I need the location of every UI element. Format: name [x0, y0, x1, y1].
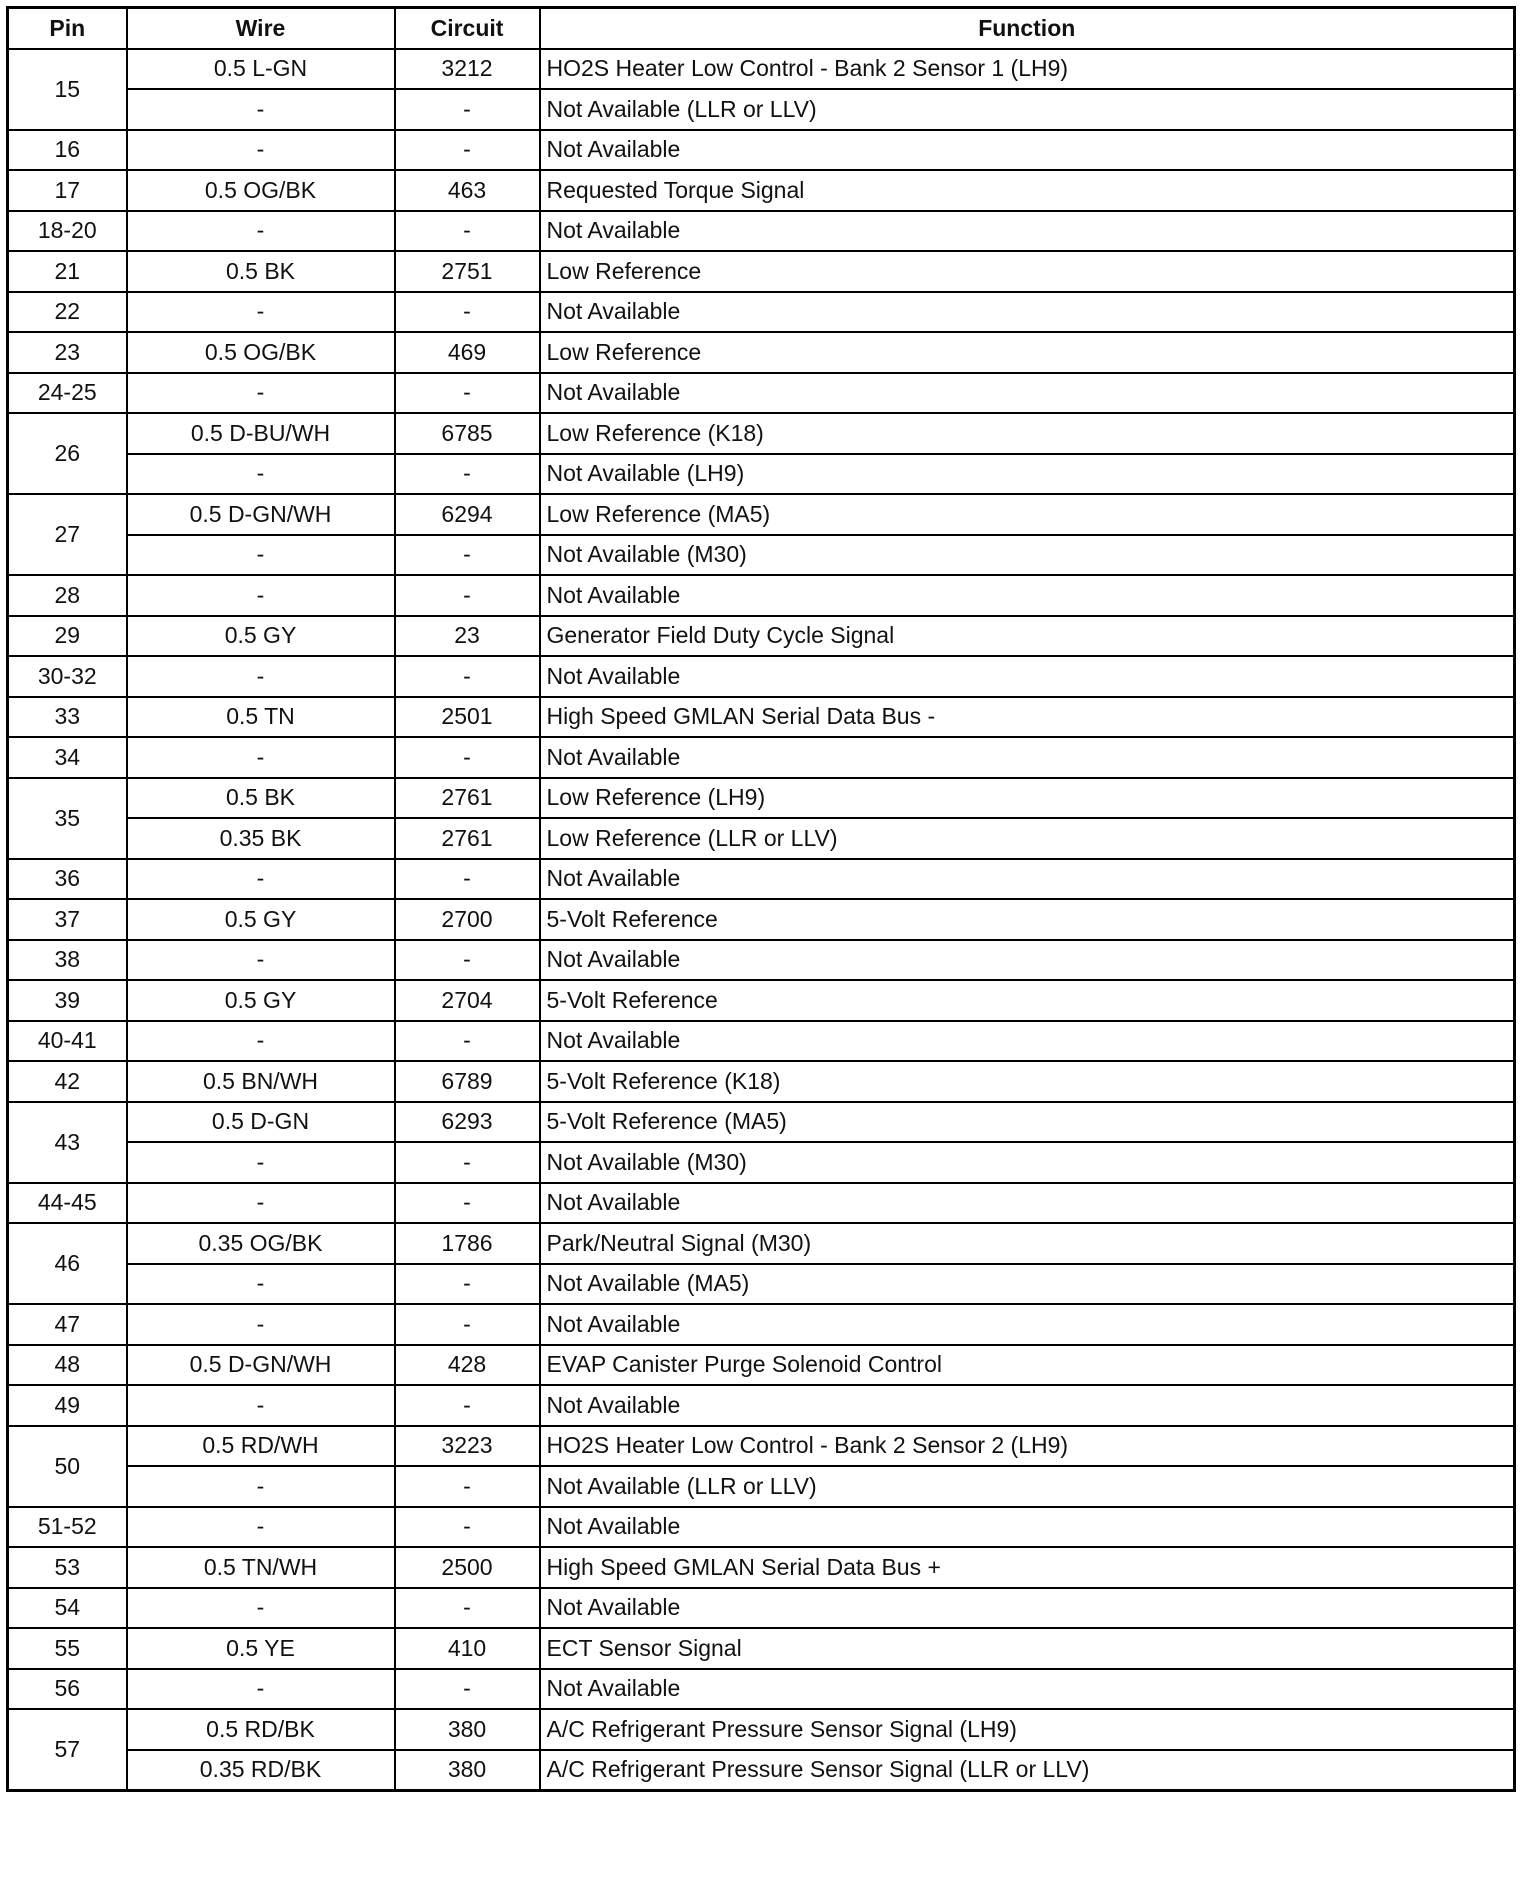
wire-cell: 0.5 OG/BK — [127, 170, 395, 211]
function-cell: Not Available — [540, 1669, 1515, 1710]
table-row — [8, 251, 1515, 292]
function-cell: Not Available — [540, 1507, 1515, 1548]
function-cell: Low Reference (MA5) — [540, 494, 1515, 535]
table-row — [8, 1061, 1515, 1102]
function-cell: Low Reference (LH9) — [540, 778, 1515, 819]
function-cell: Not Available — [540, 656, 1515, 697]
circuit-cell: - — [395, 859, 540, 900]
circuit-cell: 2501 — [395, 697, 540, 738]
pin-cell: 53 — [8, 1547, 127, 1588]
table-row — [8, 859, 1515, 900]
circuit-cell: - — [395, 1507, 540, 1548]
wire-cell: 0.5 D-BU/WH — [127, 413, 395, 454]
wire-cell: - — [127, 1264, 395, 1305]
wire-cell: - — [127, 292, 395, 333]
circuit-cell: 2761 — [395, 778, 540, 819]
circuit-cell: 6293 — [395, 1102, 540, 1143]
function-cell: Not Available (MA5) — [540, 1264, 1515, 1305]
function-cell: A/C Refrigerant Pressure Sensor Signal (LH9) — [540, 1709, 1515, 1750]
table-row — [8, 1628, 1515, 1669]
function-cell: Low Reference — [540, 251, 1515, 292]
function-cell: ECT Sensor Signal — [540, 1628, 1515, 1669]
wire-cell: - — [127, 373, 395, 414]
function-cell: Park/Neutral Signal (M30) — [540, 1223, 1515, 1264]
table-row — [8, 1385, 1515, 1426]
wire-cell: 0.5 D-GN/WH — [127, 494, 395, 535]
pin-cell: 37 — [8, 899, 127, 940]
wire-cell: - — [127, 89, 395, 130]
circuit-cell: - — [395, 1466, 540, 1507]
wire-cell: - — [127, 1304, 395, 1345]
pin-cell: 43 — [8, 1102, 127, 1183]
pin-cell: 55 — [8, 1628, 127, 1669]
function-cell: Generator Field Duty Cycle Signal — [540, 616, 1515, 657]
circuit-cell: - — [395, 1183, 540, 1224]
circuit-cell: 380 — [395, 1709, 540, 1750]
pin-cell: 24-25 — [8, 373, 127, 414]
function-cell: Low Reference — [540, 332, 1515, 373]
wire-cell: - — [127, 859, 395, 900]
pin-cell: 47 — [8, 1304, 127, 1345]
table-row — [8, 89, 1515, 130]
wire-cell: 0.5 YE — [127, 1628, 395, 1669]
function-cell: Not Available — [540, 130, 1515, 171]
table-row — [8, 737, 1515, 778]
function-cell: Not Available (M30) — [540, 535, 1515, 576]
wire-cell: - — [127, 1021, 395, 1062]
wire-cell: - — [127, 1142, 395, 1183]
circuit-cell: - — [395, 373, 540, 414]
header-row — [8, 8, 1515, 49]
pin-cell: 42 — [8, 1061, 127, 1102]
wire-cell: 0.5 D-GN — [127, 1102, 395, 1143]
wire-cell: 0.5 D-GN/WH — [127, 1345, 395, 1386]
wire-cell: 0.5 TN — [127, 697, 395, 738]
function-cell: Not Available — [540, 859, 1515, 900]
table-header — [8, 8, 1515, 49]
table-row — [8, 1223, 1515, 1264]
wire-cell: - — [127, 1466, 395, 1507]
pin-cell: 18-20 — [8, 211, 127, 252]
function-cell: 5-Volt Reference (MA5) — [540, 1102, 1515, 1143]
pin-cell: 44-45 — [8, 1183, 127, 1224]
function-cell: Not Available — [540, 211, 1515, 252]
pin-cell: 28 — [8, 575, 127, 616]
pin-cell: 23 — [8, 332, 127, 373]
circuit-cell: 3223 — [395, 1426, 540, 1467]
table-row — [8, 1102, 1515, 1143]
function-cell: 5-Volt Reference — [540, 899, 1515, 940]
pin-cell: 40-41 — [8, 1021, 127, 1062]
header-circuit: Circuit — [395, 8, 540, 49]
function-cell: Not Available — [540, 1385, 1515, 1426]
wire-cell: 0.35 BK — [127, 818, 395, 859]
table-row — [8, 899, 1515, 940]
circuit-cell: - — [395, 656, 540, 697]
table-row — [8, 130, 1515, 171]
function-cell: Not Available (LLR or LLV) — [540, 1466, 1515, 1507]
pin-cell: 48 — [8, 1345, 127, 1386]
pin-cell: 38 — [8, 940, 127, 981]
table-row — [8, 292, 1515, 333]
table-row — [8, 1183, 1515, 1224]
table-row — [8, 1304, 1515, 1345]
circuit-cell: - — [395, 575, 540, 616]
wire-cell: 0.5 RD/WH — [127, 1426, 395, 1467]
table-row — [8, 697, 1515, 738]
circuit-cell: 23 — [395, 616, 540, 657]
pin-cell: 33 — [8, 697, 127, 738]
wire-cell: 0.5 BN/WH — [127, 1061, 395, 1102]
circuit-cell: - — [395, 1588, 540, 1629]
table-row — [8, 656, 1515, 697]
pin-cell: 50 — [8, 1426, 127, 1507]
table-row — [8, 1466, 1515, 1507]
table-row — [8, 818, 1515, 859]
wire-cell: - — [127, 940, 395, 981]
wire-cell: - — [127, 454, 395, 495]
circuit-cell: 2751 — [395, 251, 540, 292]
circuit-cell: 469 — [395, 332, 540, 373]
circuit-cell: - — [395, 211, 540, 252]
circuit-cell: - — [395, 940, 540, 981]
pin-cell: 46 — [8, 1223, 127, 1304]
pin-cell: 57 — [8, 1709, 127, 1791]
circuit-cell: 2700 — [395, 899, 540, 940]
wire-cell: - — [127, 1507, 395, 1548]
table-row — [8, 1426, 1515, 1467]
table-row — [8, 1709, 1515, 1750]
circuit-cell: - — [395, 1142, 540, 1183]
table-row — [8, 494, 1515, 535]
wire-cell: - — [127, 1588, 395, 1629]
header-wire: Wire — [127, 8, 395, 49]
table-row — [8, 616, 1515, 657]
table-row — [8, 1588, 1515, 1629]
circuit-cell: 1786 — [395, 1223, 540, 1264]
wire-cell: - — [127, 656, 395, 697]
wire-cell: 0.5 GY — [127, 899, 395, 940]
table-row — [8, 1547, 1515, 1588]
table-row — [8, 332, 1515, 373]
circuit-cell: 6785 — [395, 413, 540, 454]
table-row — [8, 778, 1515, 819]
circuit-cell: 380 — [395, 1750, 540, 1791]
circuit-cell: 2500 — [395, 1547, 540, 1588]
function-cell: HO2S Heater Low Control - Bank 2 Sensor 2 (LH9) — [540, 1426, 1515, 1467]
function-cell: Not Available (M30) — [540, 1142, 1515, 1183]
function-cell: A/C Refrigerant Pressure Sensor Signal (LLR or LLV) — [540, 1750, 1515, 1791]
wire-cell: 0.5 RD/BK — [127, 1709, 395, 1750]
function-cell: Not Available — [540, 1588, 1515, 1629]
pin-cell: 21 — [8, 251, 127, 292]
circuit-cell: 3212 — [395, 49, 540, 90]
table-row — [8, 170, 1515, 211]
table-row — [8, 980, 1515, 1021]
circuit-cell: - — [395, 535, 540, 576]
connector-pinout-table — [6, 6, 1516, 1792]
wire-cell: 0.5 OG/BK — [127, 332, 395, 373]
pin-cell: 35 — [8, 778, 127, 859]
table-row — [8, 1507, 1515, 1548]
table-row — [8, 940, 1515, 981]
function-cell: Not Available — [540, 1021, 1515, 1062]
pin-cell: 39 — [8, 980, 127, 1021]
wire-cell: 0.5 L-GN — [127, 49, 395, 90]
function-cell: Not Available — [540, 292, 1515, 333]
wire-cell: - — [127, 1669, 395, 1710]
pin-cell: 16 — [8, 130, 127, 171]
table-row — [8, 211, 1515, 252]
table-row — [8, 1264, 1515, 1305]
wire-cell: 0.35 RD/BK — [127, 1750, 395, 1791]
function-cell: Not Available — [540, 940, 1515, 981]
pin-cell: 49 — [8, 1385, 127, 1426]
function-cell: 5-Volt Reference — [540, 980, 1515, 1021]
wire-cell: - — [127, 737, 395, 778]
function-cell: Not Available — [540, 737, 1515, 778]
wire-cell: - — [127, 130, 395, 171]
table-row — [8, 535, 1515, 576]
table-row — [8, 413, 1515, 454]
wire-cell: - — [127, 1183, 395, 1224]
circuit-cell: 428 — [395, 1345, 540, 1386]
circuit-cell: - — [395, 1264, 540, 1305]
circuit-cell: 2761 — [395, 818, 540, 859]
header-function: Function — [540, 8, 1515, 49]
pinout-sheet — [6, 6, 1513, 1792]
circuit-cell: 6789 — [395, 1061, 540, 1102]
table-body — [8, 49, 1515, 1791]
circuit-cell: - — [395, 292, 540, 333]
circuit-cell: - — [395, 1669, 540, 1710]
header-pin: Pin — [8, 8, 127, 49]
function-cell: Not Available — [540, 575, 1515, 616]
circuit-cell: - — [395, 1021, 540, 1062]
wire-cell: - — [127, 575, 395, 616]
function-cell: Not Available (LH9) — [540, 454, 1515, 495]
table-row — [8, 373, 1515, 414]
wire-cell: 0.5 TN/WH — [127, 1547, 395, 1588]
function-cell: Not Available — [540, 1183, 1515, 1224]
circuit-cell: - — [395, 1385, 540, 1426]
pin-cell: 29 — [8, 616, 127, 657]
table-row — [8, 1021, 1515, 1062]
table-row — [8, 1750, 1515, 1791]
pin-cell: 17 — [8, 170, 127, 211]
wire-cell: 0.5 BK — [127, 251, 395, 292]
circuit-cell: 2704 — [395, 980, 540, 1021]
circuit-cell: 6294 — [395, 494, 540, 535]
pin-cell: 26 — [8, 413, 127, 494]
table-row — [8, 1345, 1515, 1386]
circuit-cell: 463 — [395, 170, 540, 211]
circuit-cell: - — [395, 89, 540, 130]
table-row — [8, 49, 1515, 90]
pin-cell: 56 — [8, 1669, 127, 1710]
table-row — [8, 454, 1515, 495]
wire-cell: 0.35 OG/BK — [127, 1223, 395, 1264]
pin-cell: 51-52 — [8, 1507, 127, 1548]
function-cell: Low Reference (LLR or LLV) — [540, 818, 1515, 859]
pin-cell: 22 — [8, 292, 127, 333]
pin-cell: 15 — [8, 49, 127, 130]
wire-cell: - — [127, 211, 395, 252]
wire-cell: - — [127, 535, 395, 576]
function-cell: HO2S Heater Low Control - Bank 2 Sensor 1 (LH9) — [540, 49, 1515, 90]
function-cell: EVAP Canister Purge Solenoid Control — [540, 1345, 1515, 1386]
table-row — [8, 1142, 1515, 1183]
table-row — [8, 1669, 1515, 1710]
wire-cell: 0.5 GY — [127, 616, 395, 657]
wire-cell: 0.5 GY — [127, 980, 395, 1021]
function-cell: Not Available — [540, 373, 1515, 414]
function-cell: Requested Torque Signal — [540, 170, 1515, 211]
circuit-cell: 410 — [395, 1628, 540, 1669]
function-cell: Not Available — [540, 1304, 1515, 1345]
wire-cell: 0.5 BK — [127, 778, 395, 819]
pin-cell: 36 — [8, 859, 127, 900]
function-cell: Low Reference (K18) — [540, 413, 1515, 454]
circuit-cell: - — [395, 130, 540, 171]
pin-cell: 54 — [8, 1588, 127, 1629]
table-row — [8, 575, 1515, 616]
circuit-cell: - — [395, 737, 540, 778]
pin-cell: 27 — [8, 494, 127, 575]
circuit-cell: - — [395, 454, 540, 495]
function-cell: High Speed GMLAN Serial Data Bus + — [540, 1547, 1515, 1588]
function-cell: Not Available (LLR or LLV) — [540, 89, 1515, 130]
wire-cell: - — [127, 1385, 395, 1426]
pin-cell: 34 — [8, 737, 127, 778]
function-cell: High Speed GMLAN Serial Data Bus - — [540, 697, 1515, 738]
function-cell: 5-Volt Reference (K18) — [540, 1061, 1515, 1102]
circuit-cell: - — [395, 1304, 540, 1345]
pin-cell: 30-32 — [8, 656, 127, 697]
